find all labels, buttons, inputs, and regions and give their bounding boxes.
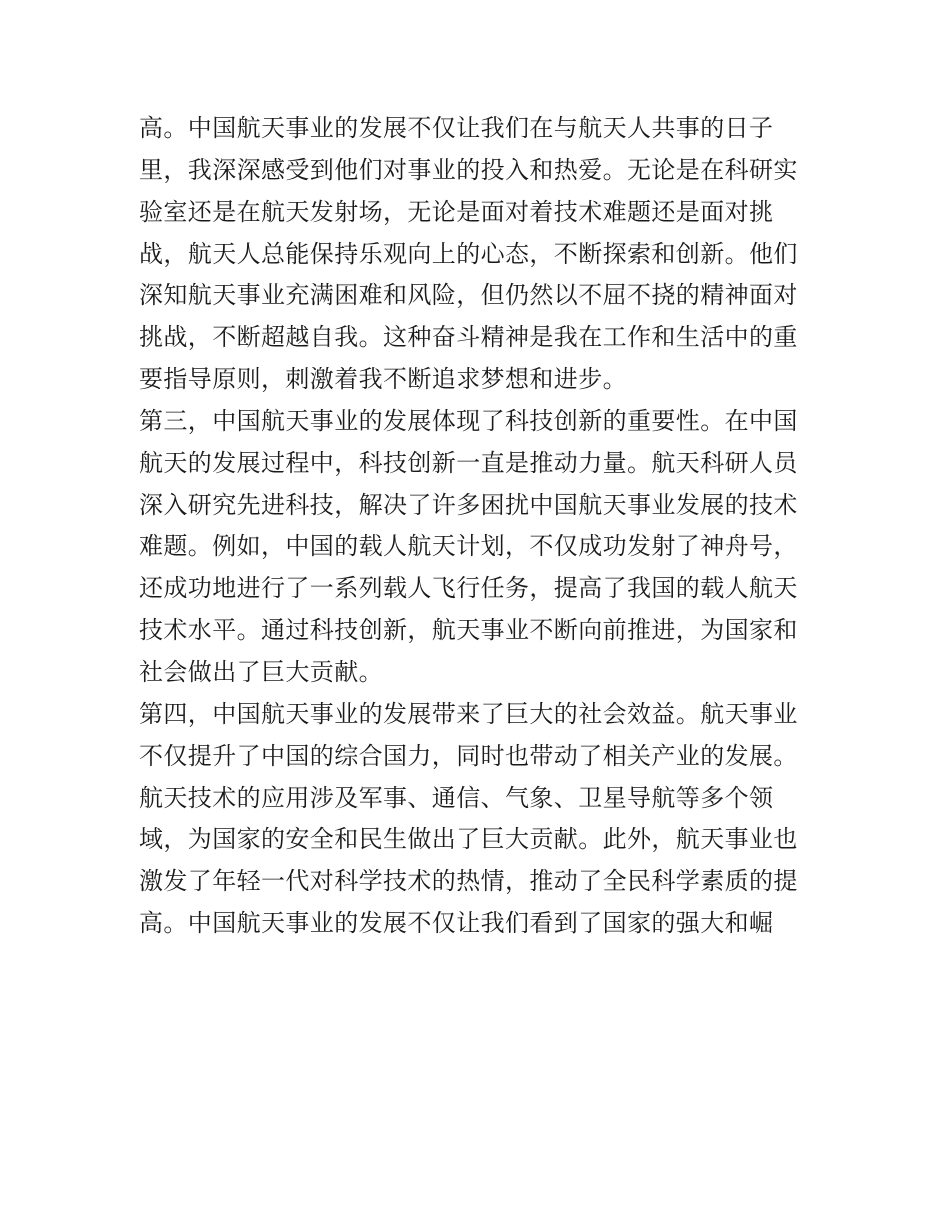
text-line: 验室还是在航天发射场，无论是面对着技术难题还是面对挑 [139, 197, 774, 226]
text-line: 激发了年轻一代对科学技术的热情，推动了全民科学素质的提 [139, 867, 798, 896]
text-line: 难题。例如，中国的载人航天计划，不仅成功发射了神舟号， [139, 532, 798, 561]
text-line: 战，航天人总能保持乐观向上的心态，不断探索和创新。他们 [139, 239, 798, 268]
text-line: 深知航天事业充满困难和风险，但仍然以不屈不挠的精神面对 [139, 281, 798, 310]
text-line: 第四，中国航天事业的发展带来了巨大的社会效益。航天事业 [139, 699, 798, 728]
text-line: 要指导原则，刺激着我不断追求梦想和进步。 [139, 365, 627, 394]
text-line: 高。中国航天事业的发展不仅让我们看到了国家的强大和崛 [139, 909, 774, 938]
text-line: 航天技术的应用涉及军事、通信、气象、卫星导航等多个领 [139, 783, 774, 812]
text-line: 不仅提升了中国的综合国力，同时也带动了相关产业的发展。 [139, 741, 798, 770]
text-line: 里，我深深感受到他们对事业的投入和热爱。无论是在科研实 [139, 155, 798, 184]
text-line: 高。中国航天事业的发展不仅让我们在与航天人共事的日子 [139, 114, 774, 142]
body-text [139, 108, 819, 945]
text-line: 航天的发展过程中，科技创新一直是推动力量。航天科研人员 [139, 448, 798, 477]
text-line: 深入研究先进科技，解决了许多困扰中国航天事业发展的技术 [139, 490, 798, 519]
text-line: 第三，中国航天事业的发展体现了科技创新的重要性。在中国 [139, 406, 798, 435]
text-line: 域，为国家的安全和民生做出了巨大贡献。此外，航天事业也 [139, 825, 798, 854]
text-line: 还成功地进行了一系列载人飞行任务，提高了我国的载人航天 [139, 574, 798, 603]
text-line: 挑战，不断超越自我。这种奋斗精神是我在工作和生活中的重 [139, 323, 798, 352]
text-line: 社会做出了巨大贡献。 [139, 657, 383, 686]
text-line: 技术水平。通过科技创新，航天事业不断向前推进，为国家和 [139, 616, 798, 645]
